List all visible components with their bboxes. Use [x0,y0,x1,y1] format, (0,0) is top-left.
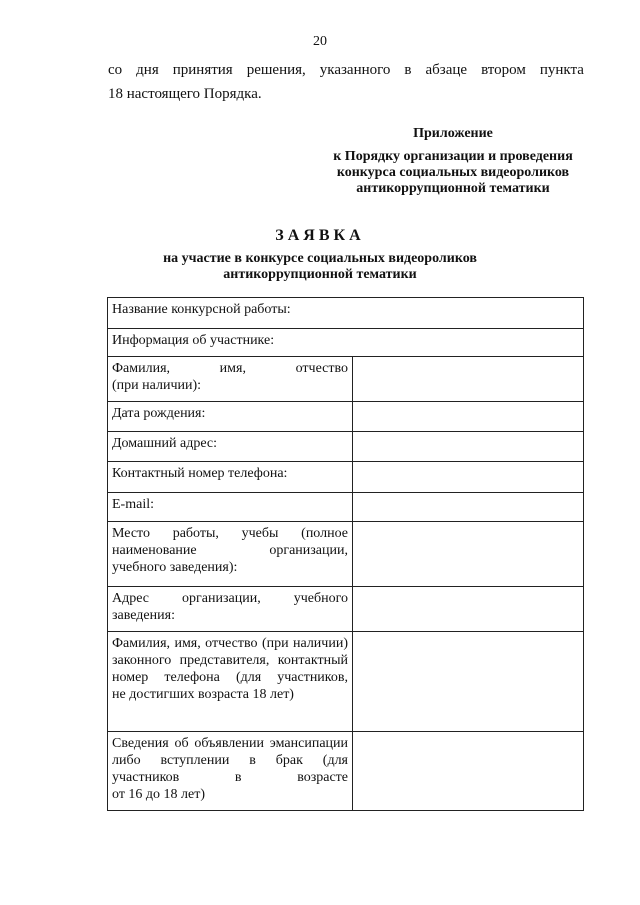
phone-value-cell[interactable] [353,462,584,493]
fio-value-cell[interactable] [353,357,584,402]
emancipation-label [108,732,353,811]
table-row-emancipation [108,732,584,811]
intro-word: абзаце [425,62,468,78]
label-line: наименование организации, [112,543,348,558]
legal-representative-value-cell[interactable] [353,632,584,732]
birth-date-value-cell[interactable] [353,402,584,432]
intro-line-2: 18 настоящего Порядка. [108,86,262,102]
appendix-title: Приложение [413,126,493,141]
intro-word: указанного [319,62,391,78]
label-line: Место работы, учебы (полное [112,526,348,541]
home-address-value-cell[interactable] [353,432,584,462]
table-row-email [108,493,584,522]
table-row-legal-representative [108,632,584,732]
fio-label [108,357,353,402]
intro-word: пункта [539,62,584,78]
form-subtitle [0,251,640,283]
appendix-subtitle [300,149,606,197]
intro-word: втором [481,62,526,78]
emancipation-value-cell[interactable] [353,732,584,811]
intro-word: решения, [246,62,306,78]
label-line: (при наличии) законного [112,636,348,668]
label-line: (при наличии): [112,378,202,393]
organization-address-label [108,587,353,632]
form-subtitle-line: антикоррупционной тематики [223,267,417,282]
home-address-label: Домашний адрес: [108,432,353,462]
label-line: от 16 до 18 лет) [112,787,206,802]
email-label: E-mail: [108,493,353,522]
table-row-workplace [108,522,584,587]
birth-date-label: Дата рождения: [108,402,353,432]
appendix-subtitle-line: антикоррупционной тематики [356,181,550,196]
intro-word: принятия [172,62,233,78]
phone-label: Контактный номер телефона: [108,462,353,493]
label-line: Фамилия, имя, отчество [112,636,258,651]
workplace-label [108,522,353,587]
intro-word: в [404,62,412,78]
participant-info-heading: Информация об участнике: [108,329,584,357]
label-line: телефона (для участников, [164,670,349,685]
intro-word: со [108,62,123,78]
organization-address-value-cell[interactable] [353,587,584,632]
legal-representative-label [108,632,353,732]
intro-word: дня [136,62,159,78]
intro-line-1 [108,58,584,82]
label-line: эмансипации либо вступлении [112,736,349,768]
label-line: не достигших возраста 18 лет) [112,687,294,702]
table-row-organization-address [108,587,584,632]
label-line: Сведения об объявлении [112,736,264,751]
form-title: ЗАЯВКА [275,227,365,244]
intro-paragraph [108,58,584,106]
workplace-value-cell[interactable] [353,522,584,587]
label-line: заведения: [112,608,175,623]
table-row-work-title [108,298,584,329]
label-line: учебного заведения): [112,560,238,575]
appendix-subtitle-line: к Порядку организации и проведения [333,149,573,164]
label-line: в брак (для участников в возрасте [112,753,348,785]
work-title-field[interactable]: Название конкурсной работы: [108,298,584,329]
email-value-cell[interactable] [353,493,584,522]
table-row-phone [108,462,584,493]
page-number: 20 [313,34,327,49]
appendix-subtitle-line: конкурса социальных видеороликов [336,165,570,180]
label-line: Адрес организации, учебного [112,591,348,606]
table-row-home-address [108,432,584,462]
form-subtitle-line: на участие в конкурсе социальных видеороликов [163,251,477,266]
table-row-fio [108,357,584,402]
table-row-birth-date [108,402,584,432]
table-row-participant-info [108,329,584,357]
label-line: представителя, контактный номер [112,653,348,685]
label-line: Фамилия, имя, отчество [112,361,348,376]
application-form-table [107,297,584,811]
